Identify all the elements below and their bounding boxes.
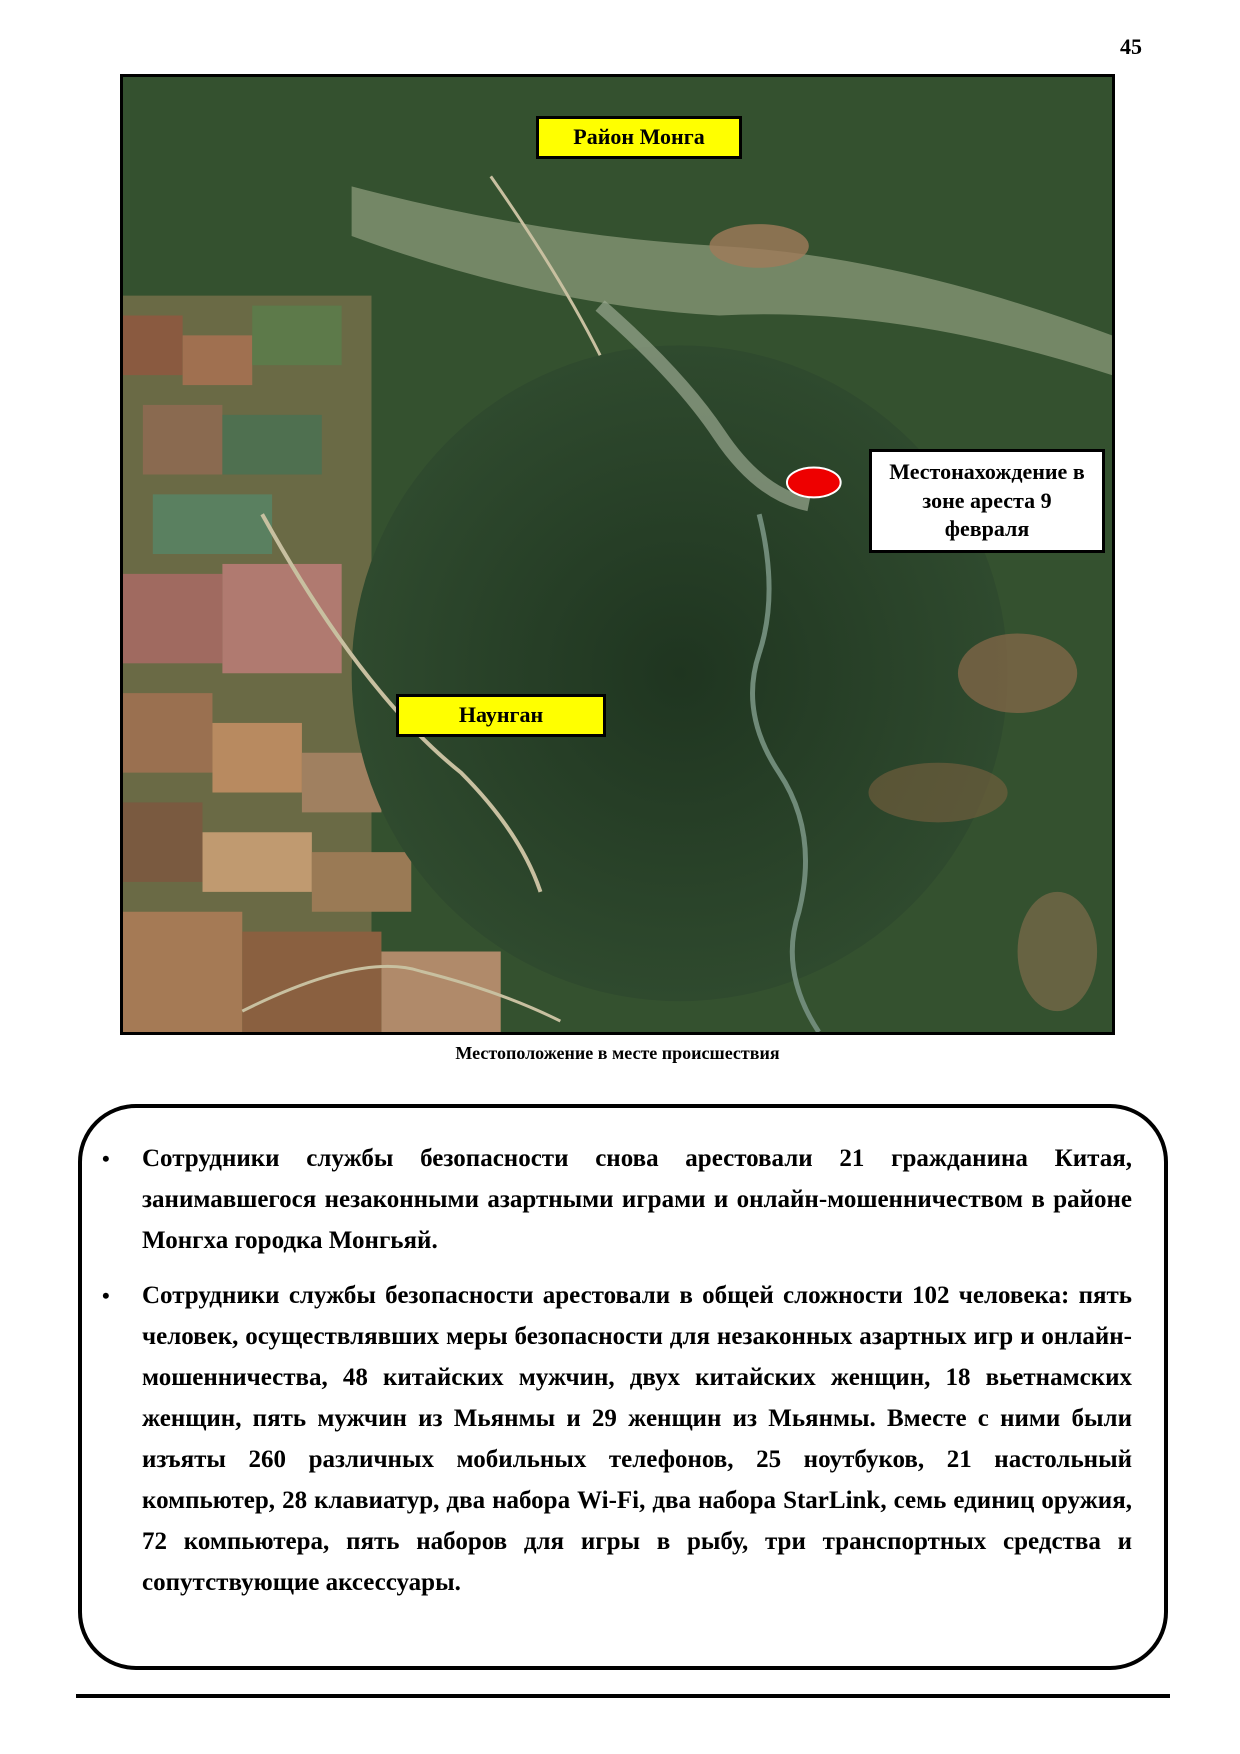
village-label: Наунган — [396, 694, 606, 737]
district-label: Район Монга — [536, 116, 742, 159]
summary-box — [78, 1104, 1168, 1670]
bullet-icon: • — [102, 1146, 110, 1171]
bottom-divider — [76, 1694, 1170, 1698]
page-number: 45 — [1120, 34, 1142, 59]
list-item: • Сотрудники службы безопасности арестовали в общей сложности 102 человека: пять человек, осуществлявших меры безопасности для незаконных азартных игр и онлайн-мошенничества, 48 китайских мужчин, двух китайских женщин, 18 вьетнамских женщин, пять мужчин из Мьянмы и 29 женщин из Мьянмы. Вместе с ними были изъяты 260 различных мобильных телефонов, 25 ноутбуков, 21 настольный компьютер, 28 клавиатур, два набора Wi-Fi, два набора StarLink, семь единиц оружия, 72 компьютера, пять наборов для игры в рыбу, три транспортных средства и сопутствующие аксессуары. — [142, 1275, 1132, 1603]
arrest-location-label: Местонахождение в зоне ареста 9 февраля — [869, 449, 1105, 553]
summary-list — [102, 1138, 1132, 1603]
map-caption: Местоположение в месте происшествия — [455, 1043, 780, 1063]
list-item: • Сотрудники службы безопасности снова арестовали 21 гражданина Китая, занимавшегося незаконными азартными играми и онлайн-мошенничеством в районе Монгха городка Монгьяй. — [142, 1138, 1132, 1261]
arrest-location-marker — [787, 468, 841, 498]
bullet-icon: • — [102, 1283, 110, 1308]
satellite-imagery — [123, 77, 1112, 1032]
satellite-map — [120, 74, 1115, 1035]
